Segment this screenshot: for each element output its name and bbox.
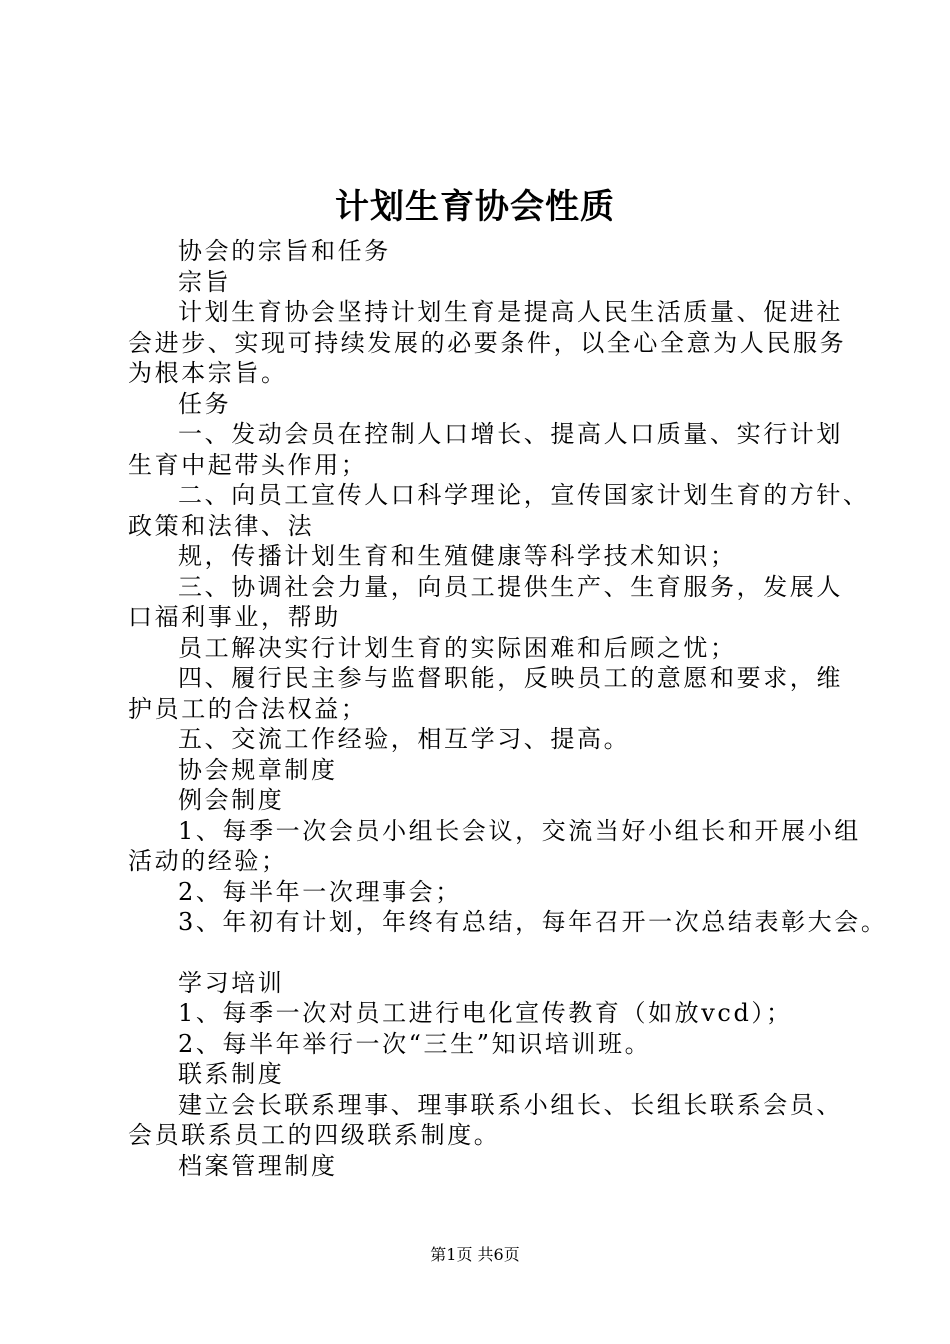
text-line: 1、每季一次会员小组长会议，交流当好小组长和开展小组 — [178, 816, 861, 845]
text-line: 员工解决实行计划生育的实际困难和后顾之忧； — [178, 633, 737, 662]
text-line: 三、协调社会力量，向员工提供生产、生育服务，发展人 — [178, 572, 843, 601]
text-line: 护员工的合法权益； — [128, 694, 368, 723]
text-line: 生育中起带头作用； — [128, 450, 368, 479]
text-line: 二、向员工宣传人口科学理论，宣传国家计划生育的方针、 — [178, 481, 870, 509]
text-line: 政策和法律、法 — [128, 511, 315, 540]
text-line: 五、交流工作经验，相互学习、提高。 — [178, 725, 631, 753]
text-line: 口福利事业，帮助 — [128, 603, 341, 631]
text-line: 协会的宗旨和任务 — [178, 237, 391, 265]
page-number: 第1页 共6页 — [430, 1245, 520, 1264]
text-line: 宗旨 — [178, 267, 232, 296]
text-line: 活动的经验； — [128, 847, 288, 875]
text-line: 2、每半年一次理事会； — [178, 877, 462, 906]
text-line: 四、履行民主参与监督职能，反映员工的意愿和要求，维 — [178, 664, 843, 692]
text-line: 1、每季一次对员工进行电化宣传教育（如放vcd）； — [178, 999, 793, 1027]
text-line: 档案管理制度 — [178, 1151, 338, 1180]
text-line: 例会制度 — [178, 786, 285, 814]
text-line: 3、年初有计划，年终有总结，每年召开一次总结表彰大会。 — [178, 908, 888, 936]
text-line: 建立会长联系理事、理事联系小组长、长组长联系会员、 — [178, 1090, 843, 1119]
document-body — [128, 236, 888, 1181]
text-line: 为根本宗旨。 — [128, 359, 288, 387]
text-line: 任务 — [178, 389, 232, 418]
text-line: 2、每半年举行一次“三生”知识培训班。 — [178, 1029, 652, 1058]
text-line: 联系制度 — [178, 1060, 285, 1088]
text-line: 会员联系员工的四级联系制度。 — [128, 1121, 501, 1149]
blank-line — [128, 938, 848, 968]
text-line: 会进步、实现可持续发展的必要条件，以全心全意为人民服务 — [128, 328, 847, 357]
text-line: 计划生育协会坚持计划生育是提高人民生活质量、促进社 — [178, 298, 843, 326]
text-line: 学习培训 — [178, 968, 285, 997]
text-line: 协会规章制度 — [178, 755, 338, 784]
text-line: 规，传播计划生育和生殖健康等科学技术知识； — [178, 542, 737, 570]
document-title: 计划生育协会性质 — [335, 187, 615, 227]
text-line: 一、发动会员在控制人口增长、提高人口质量、实行计划 — [178, 420, 843, 448]
